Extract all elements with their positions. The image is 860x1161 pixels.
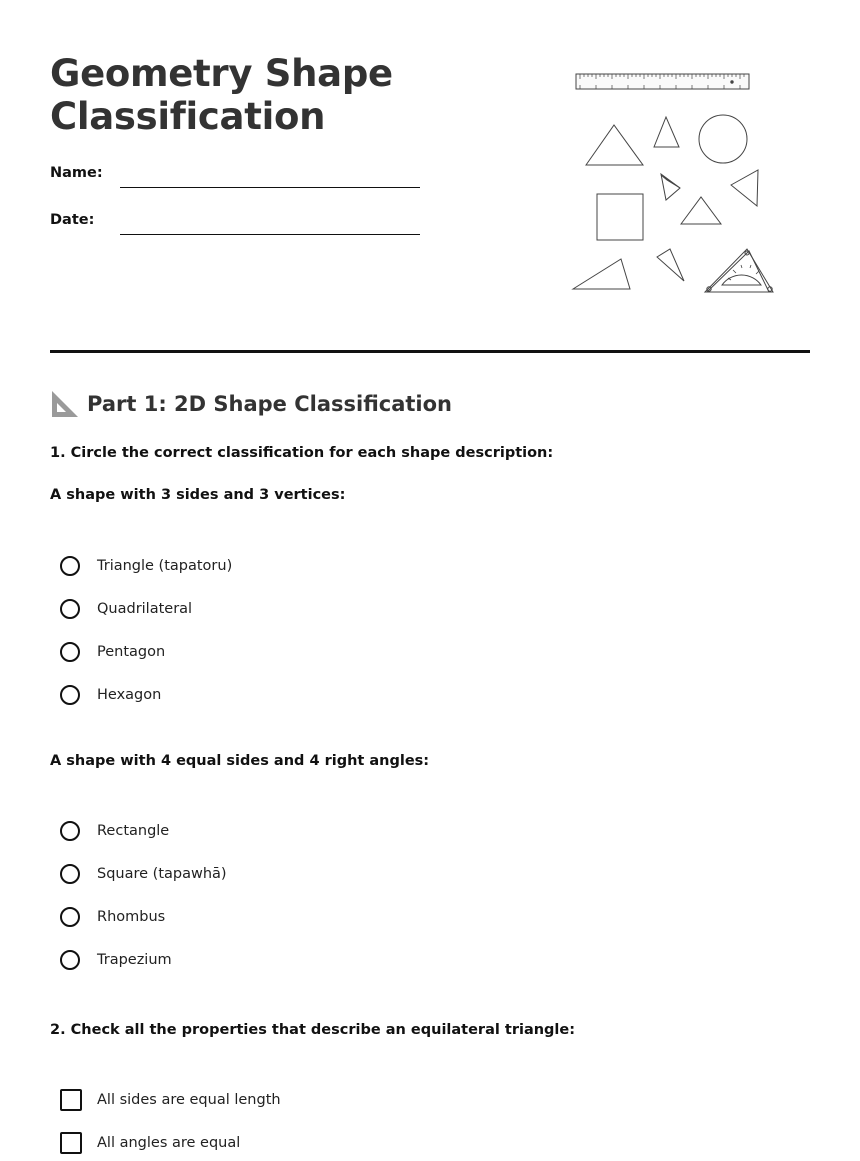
radio-circle[interactable] — [60, 821, 80, 841]
radio-circle[interactable] — [60, 685, 80, 705]
option-label: Triangle (tapatoru) — [97, 558, 233, 574]
section-divider — [50, 350, 810, 353]
radio-circle[interactable] — [60, 642, 80, 662]
checkbox-box[interactable] — [60, 1132, 82, 1154]
option-hexagon[interactable] — [60, 682, 161, 708]
part1-heading — [50, 388, 452, 420]
option-triangle[interactable] — [60, 553, 232, 579]
ruler-icon — [576, 74, 749, 89]
name-label: Name: — [50, 165, 103, 181]
option-label: Pentagon — [97, 644, 166, 660]
geometry-tools-illustration — [565, 66, 785, 301]
radio-circle[interactable] — [60, 864, 80, 884]
option-quadrilateral[interactable] — [60, 596, 192, 622]
triangle-icon — [573, 117, 758, 289]
option-label: Rectangle — [97, 823, 170, 839]
title-line-1: Geometry Shape — [50, 52, 393, 95]
option-trapezium[interactable] — [60, 947, 172, 973]
option-label: Quadrilateral — [97, 601, 193, 617]
question-1-prompt: 1. Circle the correct classification for each shape description: — [50, 445, 554, 461]
date-field[interactable] — [120, 234, 420, 235]
worksheet-title — [50, 52, 393, 138]
set-square-icon — [50, 389, 80, 419]
checkbox-box[interactable] — [60, 1089, 82, 1111]
option-label: Hexagon — [97, 687, 162, 703]
radio-circle[interactable] — [60, 907, 80, 927]
option-square[interactable] — [60, 861, 227, 887]
title-line-2: Classification — [50, 95, 326, 138]
question-2-prompt: 2. Check all the properties that describe an equilateral triangle: — [50, 1022, 576, 1038]
question-1a-description: A shape with 3 sides and 3 vertices: — [50, 487, 346, 503]
option-label: Square (tapawhā) — [97, 866, 227, 882]
checkbox-equal-angles[interactable] — [60, 1130, 240, 1156]
date-label: Date: — [50, 212, 95, 228]
question-1b-description: A shape with 4 equal sides and 4 right angles: — [50, 753, 430, 769]
checkbox-equal-sides[interactable] — [60, 1087, 281, 1113]
part1-title: Part 1: 2D Shape Classification — [87, 392, 452, 416]
square-icon — [597, 194, 643, 240]
protractor-icon — [705, 249, 773, 292]
option-rectangle[interactable] — [60, 818, 169, 844]
option-pentagon[interactable] — [60, 639, 165, 665]
circle-icon — [699, 115, 747, 163]
checkbox-label: All sides are equal length — [97, 1092, 281, 1108]
name-field[interactable] — [120, 187, 420, 188]
radio-circle[interactable] — [60, 950, 80, 970]
checkbox-label: All angles are equal — [97, 1135, 241, 1151]
radio-circle[interactable] — [60, 556, 80, 576]
radio-circle[interactable] — [60, 599, 80, 619]
option-label: Rhombus — [97, 909, 166, 925]
option-rhombus[interactable] — [60, 904, 165, 930]
option-label: Trapezium — [97, 952, 172, 968]
